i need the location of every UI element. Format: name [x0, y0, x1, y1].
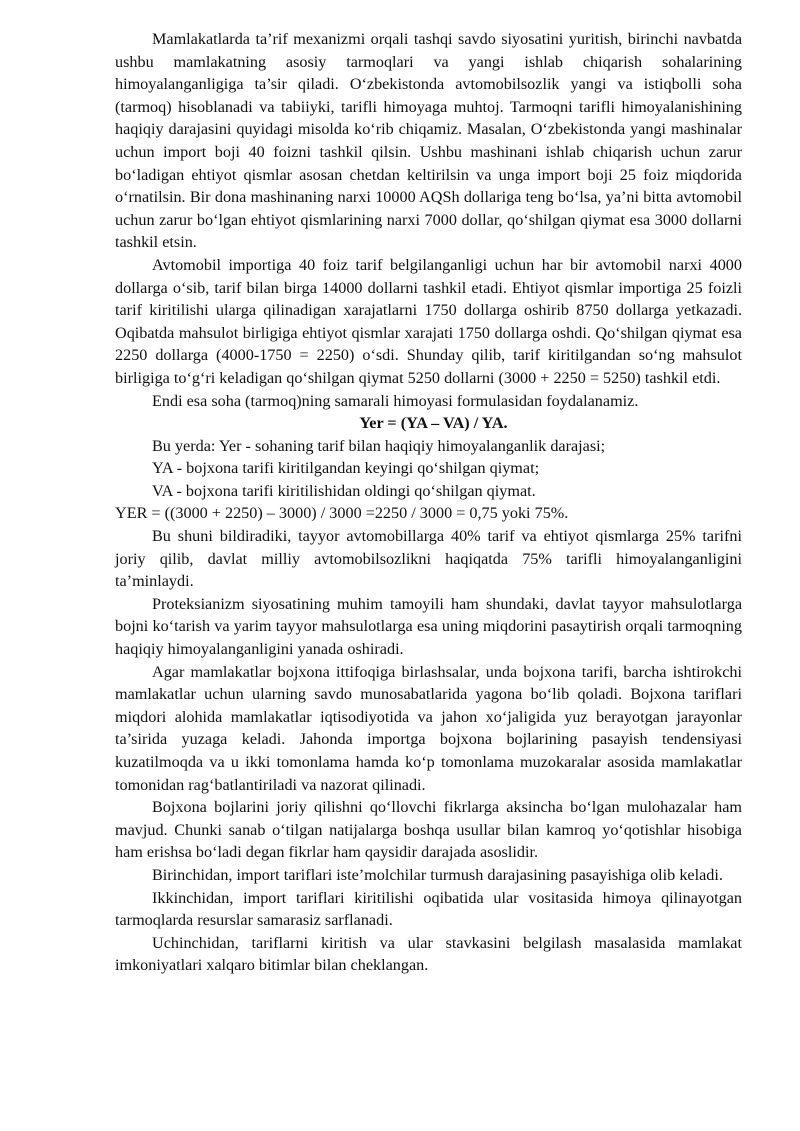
- definition-ya: YA - bojxona tarifi kiritilgandan keyingi qo‘shilgan qiymat;: [152, 459, 540, 478]
- paragraph-9: Ikkinchidan, import tariflari kiritilishi oqibatida ular vositasida himoya qilinayotgan tarmoqlarda resurslar samarasiz sarflanadi.: [115, 888, 742, 930]
- paragraph-5: Proteksianizm siyosatining muhim tamoyili ham shundaki, davlat tayyor mahsulotlarga bojni ko‘tarish va yarim tayyor mahsulotlarga esa uning miqdorini pasaytirish orqali tarmoqning haqiqiy himoyalanganligini yanada oshiradi.: [115, 594, 742, 659]
- formula: Yer = (YA – VA) / YA.: [359, 414, 508, 433]
- paragraph-2: Avtomobil importiga 40 foiz tarif belgilanganligi uchun har bir avtomobil narxi 4000 dollarga o‘sib, tarif bilan birga 14000 dollarni tashkil etadi. Ehtiyot qismlar importiga 25 foizli tarif kiritilishi ularga qilinadigan xarajatlarni 1750 dollarga oshirib 8750 dollarga yetkazadi. Oqibatda mahsulot birligiga ehtiyot qismlar xarajati 1750 dollarga oshdi. Qo‘shilgan qiymat esa 2250 dollarga (4000-1750 = 2250) o‘sdi. Shunday qilib, tarif kiritilgandan so‘ng mahsulot birligiga to‘g‘ri keladigan qo‘shilgan qiymat 5250 dollarni (3000 + 2250 = 5250) tashkil etdi.: [115, 255, 742, 387]
- paragraph-7: Bojxona bojlarini joriy qilishni qo‘llovchi fikrlarga aksincha bo‘lgan mulohazalar ham mavjud. Chunki sanab o‘tilgan natijalarga boshqa usullar bilan kamroq yo‘qotishlar hisobiga ham erishsa bo‘ladi degan fikrlar ham qaysidir darajada asoslidir.: [115, 798, 742, 862]
- document-page: [115, 28, 742, 977]
- paragraph-4: Bu shuni bildiradiki, tayyor avtomobillarga 40% tarif va ehtiyot qismlarga 25% tarifni joriy qilib, davlat milliy avtomobilsozlikni haqiqatda 75% tarifli himoyalanganligini ta’minlaydi.: [115, 527, 742, 591]
- paragraph-10: Uchinchidan, tariflarni kiritish va ular stavkasini belgilash masalasida mamlakat imkoniyatlari xalqaro bitimlar bilan cheklangan.: [115, 933, 742, 975]
- calculation: YER = ((3000 + 2250) – 3000) / 3000 =2250 / 3000 = 0,75 yoki 75%.: [115, 504, 569, 523]
- definition-yer: Bu yerda: Yer - sohaning tarif bilan haqiqiy himoyalanganlik darajasi;: [152, 436, 606, 455]
- paragraph-8: Birinchidan, import tariflari iste’molchilar turmush darajasining pasayishiga olib keladi.: [152, 865, 723, 884]
- paragraph-1: Mamlakatlarda ta’rif mexanizmi orqali tashqi savdo siyosatini yuritish, birinchi navbatda ushbu mamlakatning asosiy tarmoqlari va yangi ishlab chiqarish sohalarining himoyalanganligiga ta’sir qiladi. O‘zbekistonda avtomobilsozlik yangi va istiqbolli soha (tarmoq) hisoblanadi va tabiiyki, tarifli himoyaga muhtoj. Tarmoqni tarifli himoyalanishining haqiqiy darajasini quyidagi misolda ko‘rib chiqamiz. Masalan, O‘zbekistonda yangi mashinalar uchun import boji 40 foizni tashkil qilsin. Ushbu mashinani ishlab chiqarish uchun zarur bo‘ladigan ehtiyot qismlar asosan chetdan keltirilsin va unga import boji 25 foiz miqdorida o‘rnatilsin. Bir dona mashinaning narxi 10000 AQSh dollariga teng bo‘lsa, ya’ni bitta avtomobil uchun zarur bo‘lgan ehtiyot qismlarining narxi 7000 dollar, qo‘shilgan qiymat esa 3000 dollarni tashkil etsin.: [115, 30, 742, 252]
- paragraph-3: Endi esa soha (tarmoq)ning samarali himoyasi formulasidan foydalanamiz.: [152, 391, 639, 410]
- paragraph-6: Agar mamlakatlar bojxona ittifoqiga birlashsalar, unda bojxona tarifi, barcha ishtirokchi mamlakatlar uchun ularning savdo munosabatlarida yagona bo‘lib qoladi. Bojxona tariflari miqdori alohida mamlakatlar iqtisodiyotida va jahon xo‘jaligida yuz berayotgan jarayonlar ta’sirida yuzaga keladi. Jahonda importga bojxona bojlarining pasayish tendensiyasi kuzatilmoqda va u ikki tomonlama hamda ko‘p tomonlama muzokaralar asosida mamlakatlar tomonidan rag‘batlantiriladi va nazorat qilinadi.: [115, 662, 742, 794]
- definition-va: VA - bojxona tarifi kiritilishidan oldingi qo‘shilgan qiymat.: [152, 481, 536, 500]
